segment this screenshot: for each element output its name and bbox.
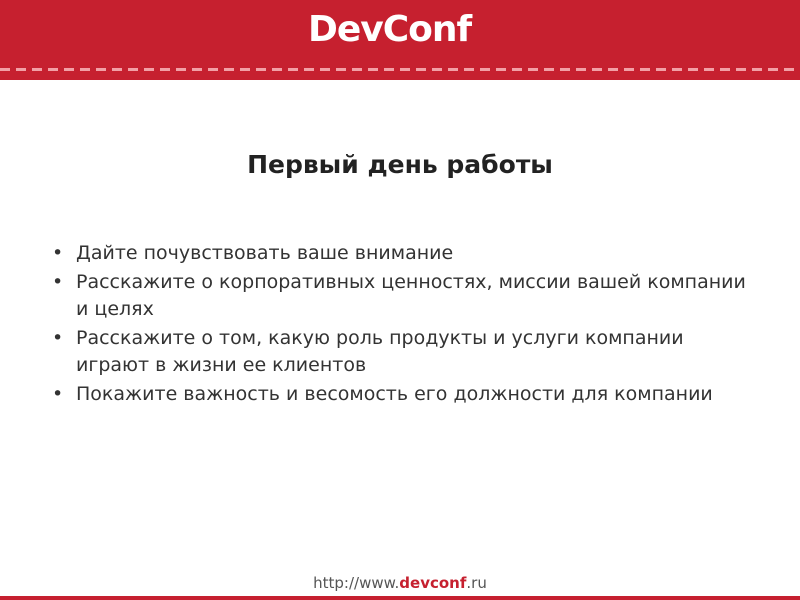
footer-url[interactable]	[0, 573, 800, 593]
footer-url-prefix: http://www.	[313, 574, 400, 592]
bullet-dot-icon: •	[52, 383, 64, 405]
footer-url-suffix: .ru	[466, 574, 487, 592]
bullet-text: Дайте почувствовать ваше внимание	[76, 242, 454, 264]
bullet-dot-icon: •	[52, 242, 64, 264]
slide-title: Первый день работы	[247, 150, 553, 179]
bullet-item	[52, 381, 752, 408]
header-band	[0, 0, 800, 80]
bullet-text: Расскажите о том, какую роль продукты и услуги компании играют в жизни ее клиентов	[76, 327, 684, 376]
footer-url-host: devconf	[399, 574, 467, 592]
bullet-text: Покажите важность и весомость его должности для компании	[76, 383, 713, 405]
bullet-list	[52, 240, 752, 410]
bullet-item	[52, 240, 752, 267]
footer-bar	[0, 596, 800, 600]
bullet-text: Расскажите о корпоративных ценностях, миссии вашей компании и целях	[76, 271, 746, 320]
bullet-dot-icon: •	[52, 327, 64, 349]
devconf-logo: DevConf	[308, 9, 472, 50]
header-dashed-line	[0, 68, 800, 71]
bullet-item	[52, 325, 752, 379]
bullet-item	[52, 269, 752, 323]
bullet-dot-icon: •	[52, 271, 64, 293]
